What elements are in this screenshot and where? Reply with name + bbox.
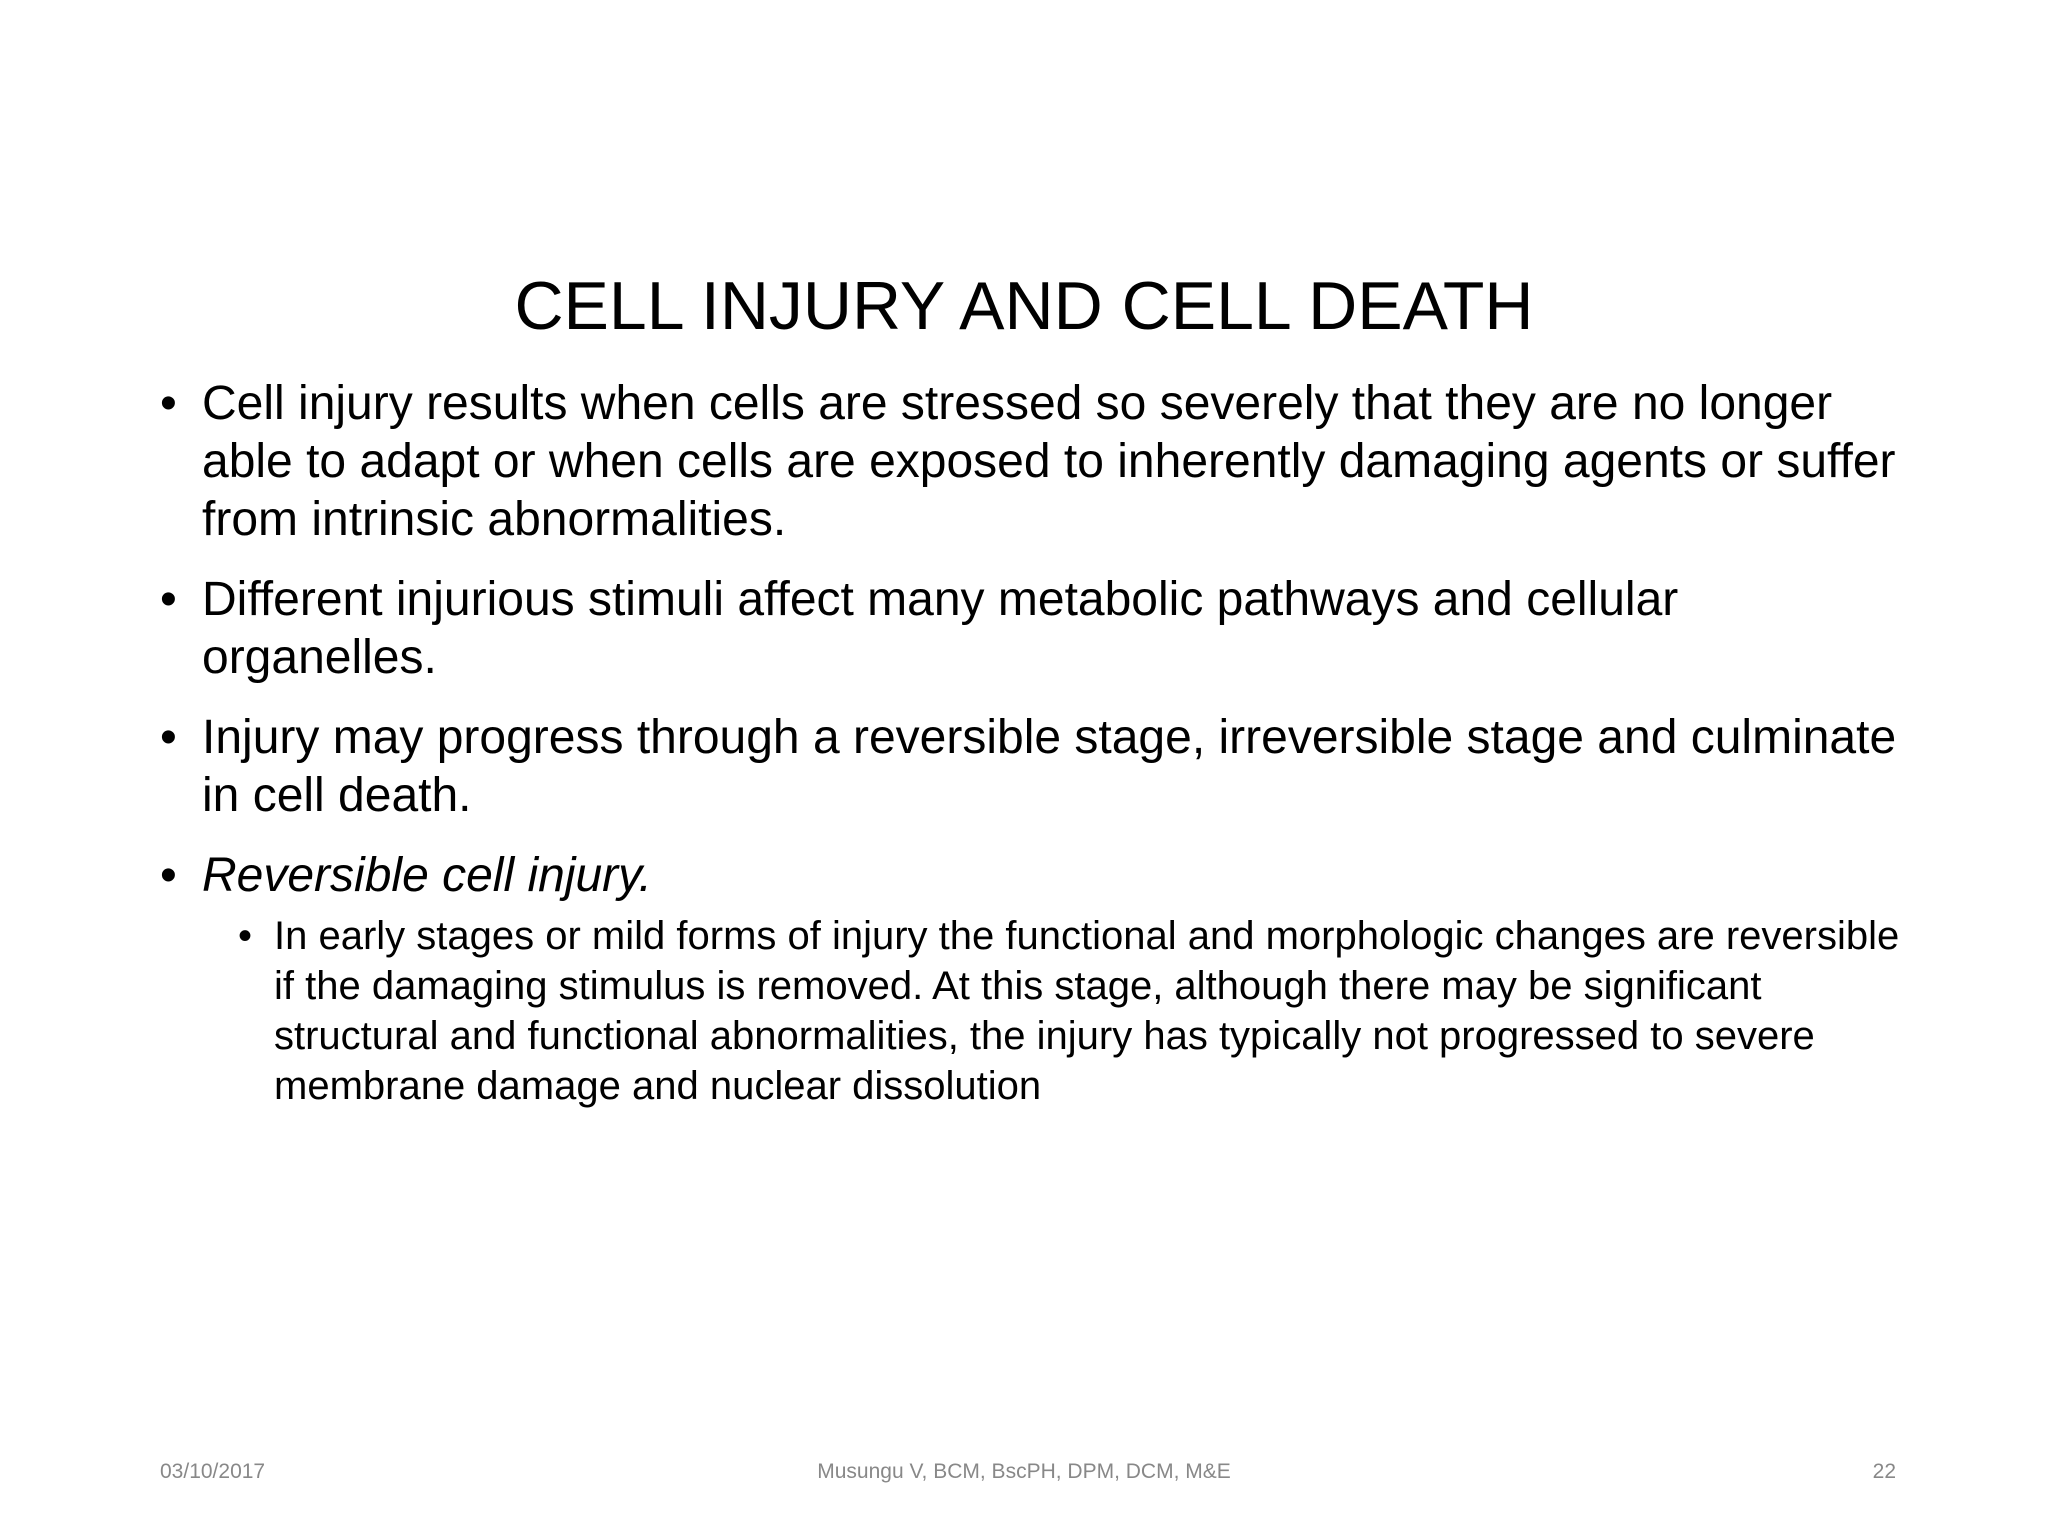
bullet-dot-icon: • <box>160 377 177 430</box>
footer-page-number: 22 <box>1872 1460 1896 1483</box>
sub-bullet-text: In early stages or mild forms of injury the functional and morphologic changes are reversible if the damaging stimulus is removed. At this stage, although there may be significant structural and functional abnormalities, the injury has typically not progressed to severe membrane damage and nuclear dissolution <box>274 914 1900 1108</box>
bullet-item <box>160 709 1920 825</box>
bullet-dot-icon: • <box>160 849 177 902</box>
bullet-text: Cell injury results when cells are stressed so severely that they are no longer able to adapt or when cells are exposed to inherently damaging agents or suffer from intrinsic abnormalities. <box>202 377 1896 546</box>
bullet-dot-icon: • <box>160 711 177 764</box>
bullet-text: Different injurious stimuli affect many metabolic pathways and cellular organelles. <box>202 573 1679 684</box>
bullet-list <box>160 375 1920 1111</box>
bullet-item <box>160 571 1920 687</box>
footer-date: 03/10/2017 <box>160 1460 266 1483</box>
sub-bullet-dot-icon: • <box>238 914 253 958</box>
slide-title: CELL INJURY AND CELL DEATH <box>514 268 1534 344</box>
bullet-dot-icon: • <box>160 573 177 626</box>
bullet-text-italic: Reversible cell injury. <box>202 849 652 902</box>
footer-author: Musungu V, BCM, BscPH, DPM, DCM, M&E <box>817 1460 1231 1483</box>
bullet-item <box>160 375 1920 549</box>
sub-bullet-item <box>238 911 1920 1111</box>
bullet-text: Injury may progress through a reversible stage, irreversible stage and culminate in cell death. <box>202 711 1897 822</box>
bullet-item <box>160 847 1920 905</box>
